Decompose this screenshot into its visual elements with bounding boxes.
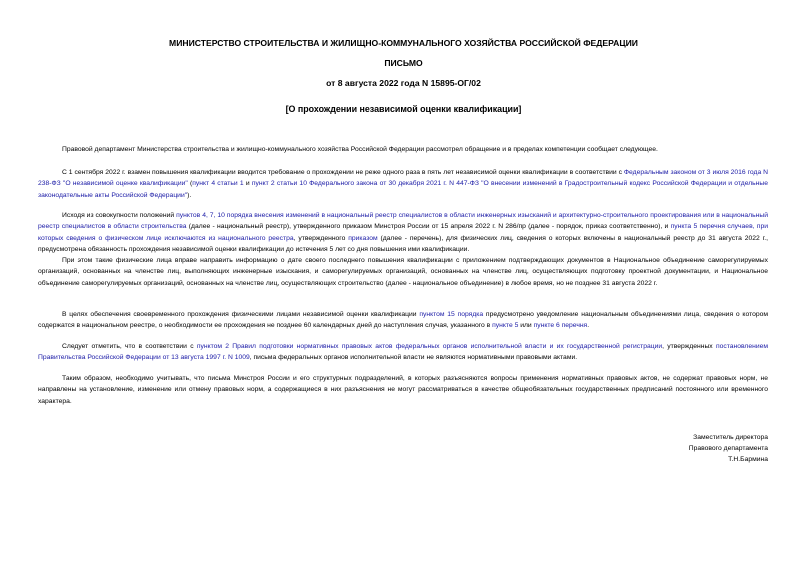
- link-procedure-point-15[interactable]: пунктом 15 порядка: [419, 311, 484, 318]
- document-date-number: от 8 августа 2022 года N 15895-ОГ/02: [326, 78, 481, 88]
- paragraph-legal-status: [38, 341, 768, 364]
- paragraph-conclusion: Таким образом, необходимо учитывать, что письма Минстроя России и его структурных подразделений, в которых разъясняются вопросы применения нормативных правовых актов, не содержат правовых норм, не направлены на установление, изменение или отмену правовых норм, а содержащиеся в них разъяснения не могут рассматриваться в качестве общеобязательных государственных предписаний постоянного или временного характера.: [38, 375, 768, 405]
- paragraph-requirement: [38, 167, 768, 201]
- paragraph-notification-right: При этом такие физические лица вправе направить информацию о дате своего последнего повышения квалификации с приложением подтверждающих документов в Национальное объединение саморегулируемых организаций, основанных на членстве лиц, выполняющих инженерные изыскания, и саморегулируемых организаций, основанных на членстве лиц, осуществляющих подготовку проектной документации, и Национальное объединение саморегулируемых организаций, основанных на членстве лиц, осуществляющих строительство (далее - национальное объединение) в любое время, но не позднее 31 августа 2022 г.: [38, 257, 768, 287]
- text-segment: (далее - национальный реестр), утвержденного приказом Минстроя России от 15 апреля 2022 г. N 286/пр (далее - порядок, приказ соответственно), и: [186, 223, 671, 231]
- text-segment: , письма федеральных органов исполнительной власти не являются нормативными правовыми актами.: [249, 354, 578, 362]
- text-segment: Следует отметить, что в соответствии с: [62, 343, 197, 350]
- text-segment: .: [587, 322, 590, 330]
- document-subject: [О прохождении независимой оценки квалификации]: [285, 104, 522, 114]
- text-segment: ).: [187, 191, 192, 199]
- text-segment: , утвержденного: [293, 234, 349, 242]
- text-segment: Исходя из совокупности положений: [62, 212, 177, 219]
- link-article-1-point-4[interactable]: пункт 4 статьи 1: [192, 180, 244, 188]
- link-government-resolution-1009[interactable]: постановлением Правительства Российской Федерации от 13 августа 1997 г. N 1009: [38, 343, 768, 362]
- text-segment: (далее - перечень), для физических лиц, сведения о которых включены в национальный реестр до 31 августа 2022 г., предусмотрена обязанность прохождения независимой оценки квалификации до истечения 5 лет со дня повышения ими квалификации.: [38, 234, 768, 254]
- paragraph-intro: Правовой департамент Министерства строительства и жилищно-коммунального хозяйства Российской Федерации рассмотрел обращение и в пределах компетенции сообщает следующее.: [62, 146, 658, 153]
- text-segment: и: [243, 180, 252, 188]
- text-segment: или: [518, 322, 534, 330]
- signature-name: Т.Н.Бармина: [728, 456, 768, 463]
- link-rules-point-2[interactable]: пунктом 2 Правил подготовки нормативных правовых актов федеральных органов исполнительной власти и их государственной регистрации: [196, 343, 663, 350]
- link-exclusion-list-point-5[interactable]: пункта 5 перечня случаев, при которых сведения о физическом лице исключаются из национального реестра: [38, 223, 768, 242]
- link-registry-procedure-points[interactable]: пунктов 4, 7, 10 порядка внесения изменений в национальный реестр специалистов в области инженерных изысканий и архитектурно-строительного проектирования или в национальный реестр специалистов в области строительства: [38, 212, 768, 231]
- ministry-title: МИНИСТЕРСТВО СТРОИТЕЛЬСТВА И ЖИЛИЩНО-КОММУНАЛЬНОГО ХОЗЯЙСТВА РОССИЙСКОЙ ФЕДЕРАЦИИ: [169, 38, 638, 48]
- link-federal-law-447[interactable]: пункт 2 статьи 10 Федерального закона от 30 декабря 2021 г. N 447-ФЗ "О внесении изменений в Градостроительный кодекс Российской Федерации и отдельные законодательные акты Российской Федерации": [38, 180, 769, 199]
- link-point-5[interactable]: пункте 5: [492, 322, 519, 330]
- link-federal-law-238[interactable]: Федеральным законом от 3 июля 2016 года N 238-ФЗ "О независимой оценке квалификации": [38, 169, 768, 188]
- text-segment: , утвержденных: [662, 343, 716, 350]
- signature-position: Заместитель директора: [693, 434, 768, 441]
- link-list-point-6[interactable]: пункте 6 перечня: [533, 322, 588, 330]
- paragraph-timely-assessment: [38, 309, 768, 332]
- document-type: ПИСЬМО: [384, 58, 423, 68]
- text-segment: (: [187, 180, 193, 188]
- text-segment: С 1 сентября 2022 г. взамен повышения квалификации вводится требование о прохождении не реже одного раза в пять лет независимой оценки квалификации в соответствии с: [62, 169, 624, 176]
- link-order[interactable]: приказом: [348, 234, 378, 242]
- paragraph-registry: [38, 210, 768, 256]
- text-segment: предусмотрено уведомление национальным объединениями лица, сведения о котором содержатся в национальном реестре, о необходимости ее прохождения не позднее 60 календарных дней до наступления случая, указанного в: [38, 311, 768, 330]
- signature-department: Правового департамента: [688, 445, 768, 452]
- text-segment: В целях обеспечения своевременного прохождения физическими лицами независимой оценки квалификации: [62, 311, 420, 318]
